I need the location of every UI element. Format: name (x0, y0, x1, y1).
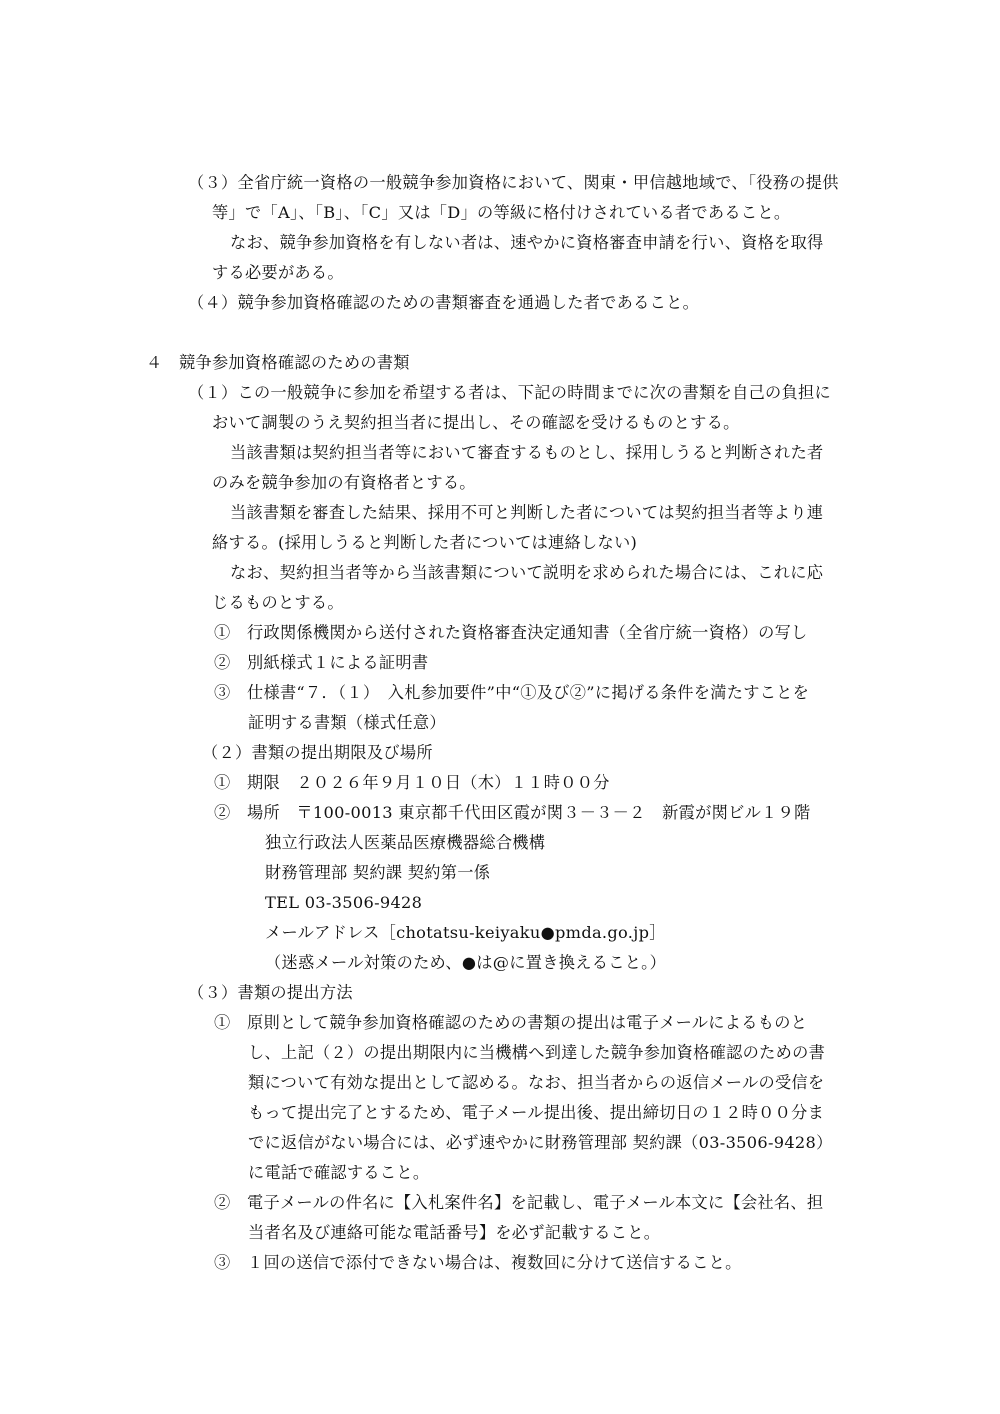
text-line: する必要がある。 (212, 263, 344, 282)
text-line: （１）この一般競争に参加を希望する者は、下記の時間までに次の書類を自己の負担に (188, 383, 832, 402)
text-line: 類について有効な提出として認める。なお、担当者からの返信メールの受信を (248, 1073, 825, 1092)
subsection-heading: （３）書類の提出方法 (188, 983, 353, 1002)
email-line: メールアドレス［chotatsu-keiyaku●pmda.go.jp］ (265, 923, 666, 942)
text-line: のみを競争参加の有資格者とする。 (212, 473, 476, 492)
text-line: なお、競争参加資格を有しない者は、速やかに資格審査申請を行い、資格を取得 (230, 233, 824, 252)
text-line: じるものとする。 (212, 593, 344, 612)
text-line: （３）全省庁統一資格の一般競争参加資格において、関東・甲信越地域で、「役務の提供 (188, 173, 839, 192)
text-line: 証明する書類（様式任意） (248, 713, 446, 732)
text-line: し、上記（２）の提出期限内に当機構へ到達した競争参加資格確認のための書 (248, 1043, 826, 1062)
email-note: （迷惑メール対策のため、●は@に置き換えること。） (265, 953, 667, 972)
list-item: ③ 仕様書“７．（１） 入札参加要件”中“①及び②”に掲げる条件を満たすことを (214, 683, 810, 702)
list-item: ① 原則として競争参加資格確認のための書類の提出は電子メールによるものと (214, 1013, 808, 1032)
phone-line: TEL 03-3506-9428 (265, 893, 423, 912)
text-line: 当該書類は契約担当者等において審査するものとし、採用しうると判断された者 (230, 443, 824, 462)
text-line: でに返信がない場合には、必ず速やかに財務管理部 契約課（03-3506-9428） (248, 1133, 833, 1152)
list-item: ③ １回の送信で添付できない場合は、複数回に分けて送信すること。 (214, 1253, 742, 1272)
text-line: おいて調製のうえ契約担当者に提出し、その確認を受けるものとする。 (212, 413, 740, 432)
text-line: に電話で確認すること。 (248, 1163, 430, 1182)
text-line: もって提出完了とするため、電子メール提出後、提出締切日の１２時００分ま (248, 1103, 825, 1122)
list-item: ① 期限 ２０２６年９月１０日（木）１１時００分 (214, 773, 610, 792)
list-item: ② 別紙様式１による証明書 (214, 653, 429, 672)
text-line: なお、契約担当者等から当該書類について説明を求められた場合には、これに応 (230, 563, 824, 582)
text-line: 当該書類を審査した結果、採用不可と判断した者については契約担当者等より連 (230, 503, 824, 522)
list-item: ② 電子メールの件名に【入札案件名】を記載し、電子メール本文に【会社名、担 (214, 1193, 824, 1212)
address-line: 財務管理部 契約課 契約第一係 (265, 863, 491, 882)
text-line: （４）競争参加資格確認のための書類審査を通過した者であること。 (188, 293, 700, 312)
address-line: 独立行政法人医薬品医療機器総合機構 (265, 833, 546, 852)
text-line: 当者名及び連絡可能な電話番号】を必ず記載すること。 (248, 1223, 661, 1242)
section-heading: ４ 競争参加資格確認のための書類 (146, 353, 410, 372)
text-line: 等」で「A」、「B」、「C」又は「D」の等級に格付けされている者であること。 (212, 203, 791, 222)
subsection-heading: （２）書類の提出期限及び場所 (202, 743, 433, 762)
list-item: ① 行政関係機関から送付された資格審査決定通知書（全省庁統一資格）の写し (214, 623, 808, 642)
list-item: ② 場所 〒100-0013 東京都千代田区霞が関３－３－２ 新霞が関ビル１９階 (214, 803, 811, 822)
text-line: 絡する。(採用しうると判断した者については連絡しない) (212, 533, 638, 552)
